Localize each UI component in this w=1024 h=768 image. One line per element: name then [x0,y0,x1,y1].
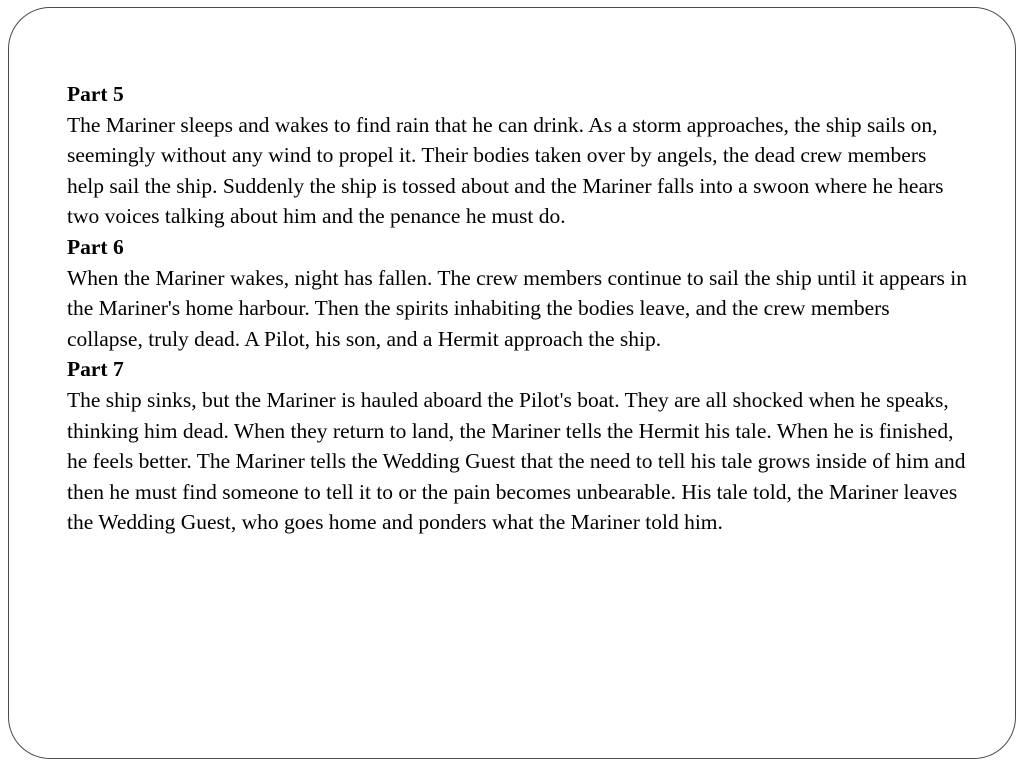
part-7-summary: The ship sinks, but the Mariner is hauled aboard the Pilot's boat. They are all shocked when he speaks, thinking him dead. When they return to land, the Mariner tells the Hermit his tale. When he is finished, he feels better. The Mariner tells the Wedding Guest that the need to tell his tale grows inside of him and then he must find someone to tell it to or the pain becomes unbearable. His tale told, the Mariner leaves the Wedding Guest, who goes home and ponders what the Mariner told him. [67,387,966,535]
part-6-heading: Part 6 [67,234,124,259]
part-5-heading: Part 5 [67,82,124,106]
part-5-summary: The Mariner sleeps and wakes to find rain that he can drink. As a storm approaches, the ship sails on, seemingly without any wind to propel it. Their bodies taken over by angels, the dead crew members help sail the ship. Suddenly the ship is tossed about and the Mariner falls into a swoon where he hears two voices talking about him and the penance he must do. [67,112,944,229]
part-6-summary: When the Mariner wakes, night has fallen. The crew members continue to sail the ship until it appears in the Mariner's home harbour. Then the spirits inhabiting the bodies leave, and the crew members collapse, truly dead. A Pilot, his son, and a Hermit approach the ship. [67,265,967,351]
part-7-heading: Part 7 [67,357,124,382]
slide-content [67,79,967,538]
